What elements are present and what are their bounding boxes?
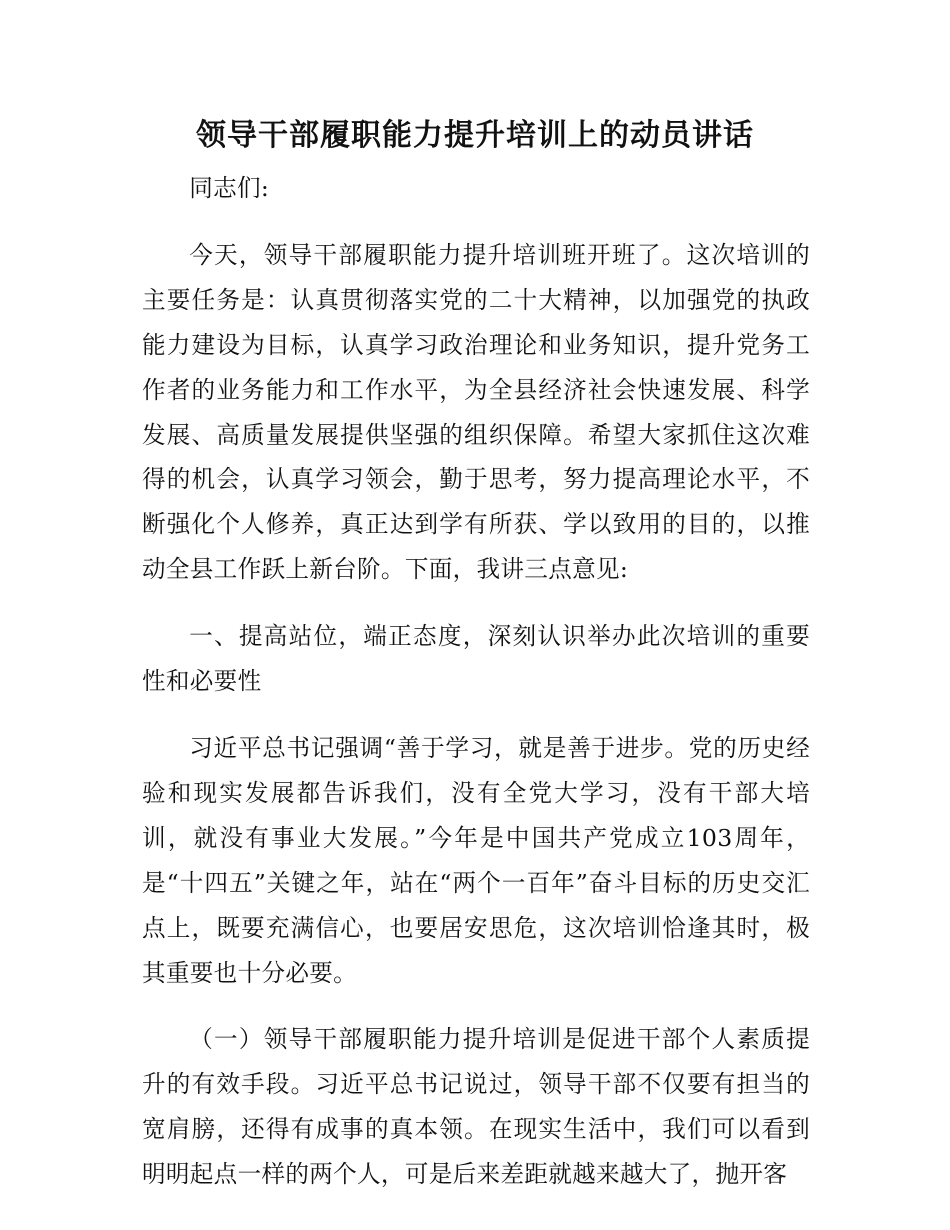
section-heading-1: 一、提高站位，端正态度，深刻认识举办此次培训的重要性和必要性: [142, 622, 810, 696]
subsection-1-paragraph: （一）领导干部履职能力提升培训是促进干部个人素质提升的有效手段。习近平总书记说过，领导干部不仅要有担当的宽肩膀，还得有成事的真本领。在现实生活中，我们可以看到明明起点一样的两个人，可是后来差距就越来越大了，抛开客: [142, 1025, 810, 1189]
salutation: 同志们:: [189, 174, 270, 202]
document-body: [142, 166, 810, 1197]
paragraph-section-1: 习近平总书记强调“善于学习，就是善于进步。党的历史经验和现实发展都告诉我们，没有全党大学习，没有干部大培训，就没有事业大发展。”今年是中国共产党成立103周年，是“十四五”关键之年，站在“两个一百年”奋斗目标的历史交汇点上，既要充满信心，也要居安思危，这次培训恰逢其时，极其重要也十分必要。: [142, 733, 810, 987]
document-title: 领导干部履职能力提升培训上的动员讲话: [196, 118, 754, 153]
paragraph-intro: 今天，领导干部履职能力提升培训班开班了。这次培训的主要任务是：认真贯彻落实党的二十大精神，以加强党的执政能力建设为目标，认真学习政治理论和业务知识，提升党务工作者的业务能力和工作水平，为全县经济社会快速发展、科学发展、高质量发展提供坚强的组织保障。希望大家抓住这次难得的机会，认真学习领会，勤于思考，努力提高理论水平，不断强化个人修养，真正达到学有所获、学以致用的目的，以推动全县工作跃上新台阶。下面，我讲三点意见:: [142, 240, 810, 584]
